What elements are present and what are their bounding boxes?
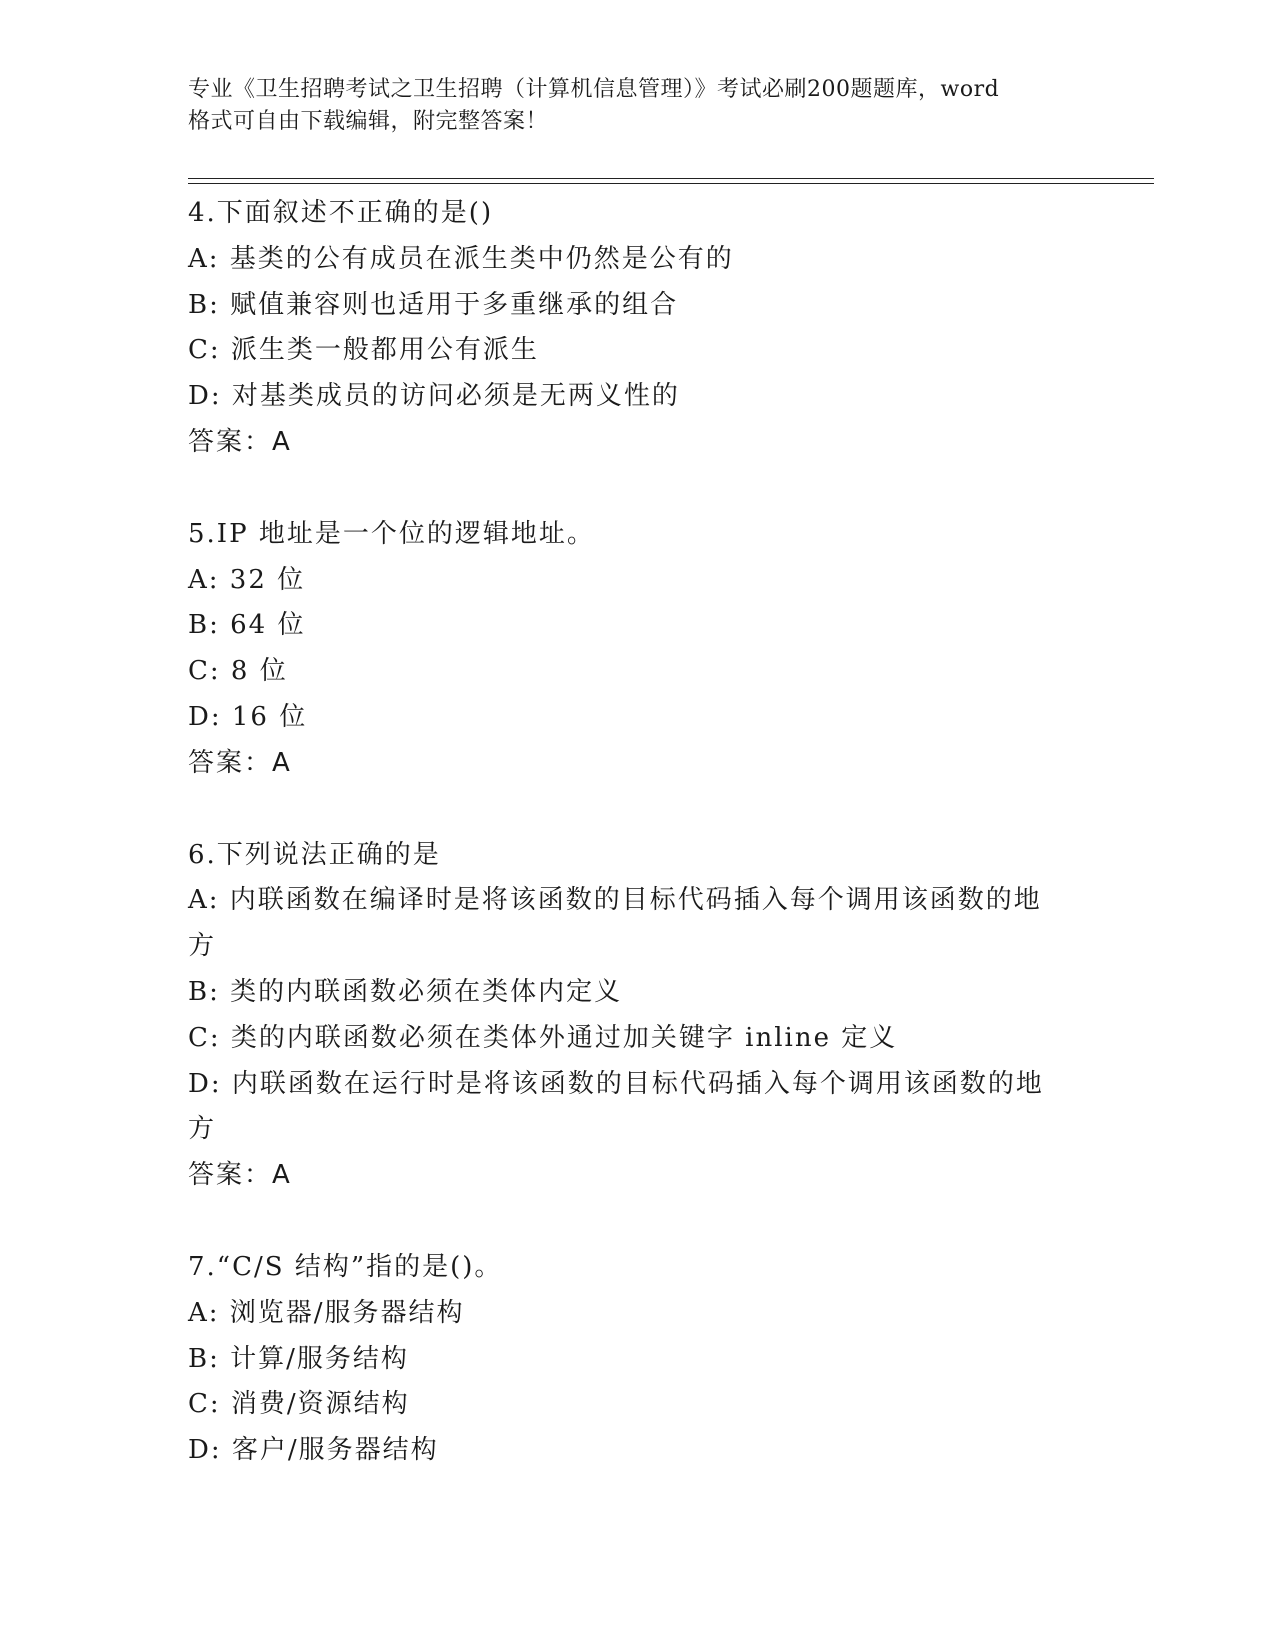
question-block bbox=[188, 1245, 1088, 1474]
option-a: A: 浏览器/服务器结构 bbox=[188, 1297, 465, 1328]
header-line-2: 格式可自由下载编辑，附完整答案！ bbox=[188, 109, 549, 134]
header-rule-top bbox=[188, 178, 1154, 179]
answer-label: 答案：A bbox=[188, 747, 292, 778]
answer-label: 答案：A bbox=[188, 1160, 292, 1191]
option-c: C: 消费/资源结构 bbox=[188, 1389, 410, 1420]
option-a-continued: 方 bbox=[188, 931, 217, 962]
option-b: B: 计算/服务结构 bbox=[188, 1343, 409, 1374]
header-rule-bottom bbox=[188, 183, 1154, 184]
question-stem: 5.IP 地址是一个位的逻辑地址。 bbox=[188, 518, 595, 549]
option-a: A: 32 位 bbox=[188, 564, 306, 595]
question-stem: 6.下列说法正确的是 bbox=[188, 839, 441, 870]
option-b: B: 64 位 bbox=[188, 610, 306, 641]
question-spacer bbox=[188, 466, 1088, 512]
question-block bbox=[188, 512, 1088, 787]
option-a: A: 基类的公有成员在派生类中仍然是公有的 bbox=[188, 243, 734, 274]
option-c: C: 类的内联函数必须在类体外通过加关键字 inline 定义 bbox=[188, 1022, 898, 1053]
header-line-1: 专业《卫生招聘考试之卫生招聘（计算机信息管理）》考试必刷200题题库，word bbox=[188, 77, 1000, 102]
option-d-continued: 方 bbox=[188, 1114, 217, 1145]
option-d: D: 客户/服务器结构 bbox=[188, 1435, 439, 1466]
option-d: D: 对基类成员的访问必须是无两义性的 bbox=[188, 381, 680, 412]
document-header bbox=[188, 74, 1088, 138]
option-a: A: 内联函数在编译时是将该函数的目标代码插入每个调用该函数的地 bbox=[188, 885, 1042, 916]
option-b: B: 类的内联函数必须在类体内定义 bbox=[188, 976, 623, 1007]
question-block bbox=[188, 833, 1088, 1199]
question-stem: 7.“C/S 结构”指的是()。 bbox=[188, 1251, 503, 1282]
option-b: B: 赋值兼容则也适用于多重继承的组合 bbox=[188, 289, 679, 320]
question-spacer bbox=[188, 787, 1088, 833]
option-c: C: 8 位 bbox=[188, 656, 288, 687]
question-stem: 4.下面叙述不正确的是() bbox=[188, 198, 494, 228]
option-d: D: 16 位 bbox=[188, 701, 308, 732]
answer-label: 答案：A bbox=[188, 426, 292, 457]
question-block bbox=[188, 191, 1088, 466]
option-c: C: 派生类一般都用公有派生 bbox=[188, 335, 539, 366]
question-list bbox=[188, 191, 1088, 1474]
question-spacer bbox=[188, 1199, 1088, 1245]
option-d: D: 内联函数在运行时是将该函数的目标代码插入每个调用该函数的地 bbox=[188, 1068, 1044, 1099]
